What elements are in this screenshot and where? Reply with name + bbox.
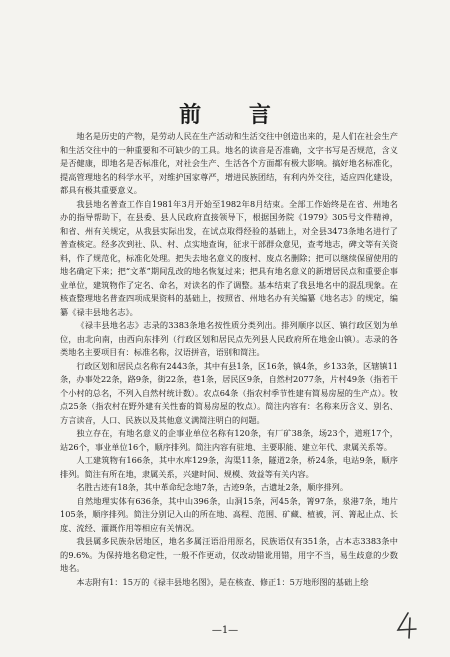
paragraph: 《禄丰县地名志》志录的3383条地名按性质分类列出。排列顺序以区、镇行政区划为单位，由北向南，由西向东排列（行政区划和居民点先列县人民政府所在地金山镇）。志录的各类地名主要项目有：标准名称，汉语拼音，语别和简注。 <box>60 320 398 357</box>
paragraph: 本志附有1：15万的《禄丰县地名图》，是在核查、修正1：5万地形图的基础上绘 <box>76 576 369 587</box>
paragraph: 地名是历史的产物，是劳动人民在生产活动和生活交往中创造出来的，是人们在社会生产和生活交往中的一种重要和不可缺少的工具。地名的读音是否准确，文字书写是否规范，含义是否健康，即地名是否标准化，对社会生产、生活各个方面都有极大影响。搞好地名标准化，提高管理地名的科学水平，对维护国家尊严，增进民族团结，有利内外交往，适应四化建设，都具有极其重要意义。 <box>60 131 398 195</box>
paragraph: 独立存在，有地名意义的企事业单位名称有120条，有厂矿38条，场23个，道班17个，站26个，事业单位16个，顺序排列。简注内容有驻地、主要职能、建立年代、隶属关系等。 <box>60 428 398 452</box>
paragraph: 行政区划和居民点名称有2443条，其中有县1条，区16条，镇4条，乡133条，区辖镇11条，办事处22条，路9条，街22条，巷1条，居民区9条，自然村2077条，片村49条（指若干个小村的总名，不列入自然村统计数）。农点64条（指农村季节性建有简易房屋的生产点）。牧点25条（指农村在野外建有关性畜的简易房屋的牧点）。简注内容有：名称来历含义、别名、方言读音，人口、民族以及其他意义满简注明白的问题。 <box>60 360 398 425</box>
paragraph: 我县地名普查工作自1981年3月开始至1982年8月结束。全部工作始终是在省、州地名办的指导帮助下，在县委、县人民政府直接领导下，根据国务院《1979》305号文件精神，和省、州有关规定，从我县实际出发，在试点取得经验的基础上，对全县3473条地名进行了普查核定。经多次到社、队、村、点实地查询，征求干部群众意见，查考地志，碑文等有关资料，作了规范化，标准化处理。把失去地名意义的废村、废点名删除；把可以继续保留使用的地名确定下来；把“文革”期间乱改的地名恢复过来；把具有地名意义的新增居民点和重要企事业单位，建筑物作了定名、命名，对读名的作了调整。基本结束了我县地名中的混乱现象。在核查整理地名普查四项成果资料的基础上，按照省、州地名办有关编纂《地名志》的规定，编纂《禄丰县地名志》。 <box>60 198 398 317</box>
page-number: —1— <box>211 625 239 636</box>
document-body <box>60 130 398 589</box>
page-title: 前 言 <box>179 102 291 128</box>
handwritten-mark <box>394 610 420 640</box>
paragraph: 我县属多民族杂居地区，地名多属汪语沿用原名，民族语仅有351条，占本志3383条中的9.6%。为保持地名稳定性，一般不作更动，仅改动错讹用错，用字不当，易生歧意的少数地名。 <box>60 536 398 573</box>
paragraph: 人工建筑物有166条，其中水库129条，沟渠11条，隧道2条，桥24条，电站9条，顺序排列。简注有所在地，隶属关系，兴建时间、规模、效益等有关内容。 <box>60 455 398 479</box>
paragraph: 名胜古迹有18条，其中革命纪念地7条，古迹9条，古遗址2条，顺序排列。 <box>76 482 349 492</box>
paragraph: 自然地理实体有636条，其中山396条，山洞15条，河45条，箐97条，泉港7条，地片105条，顺序排列。简注分别记入山的所在地、高程、范围、矿藏、植被，河、箐起止点、长度、流经、灌溉作用等相应有关情况。 <box>60 495 398 533</box>
